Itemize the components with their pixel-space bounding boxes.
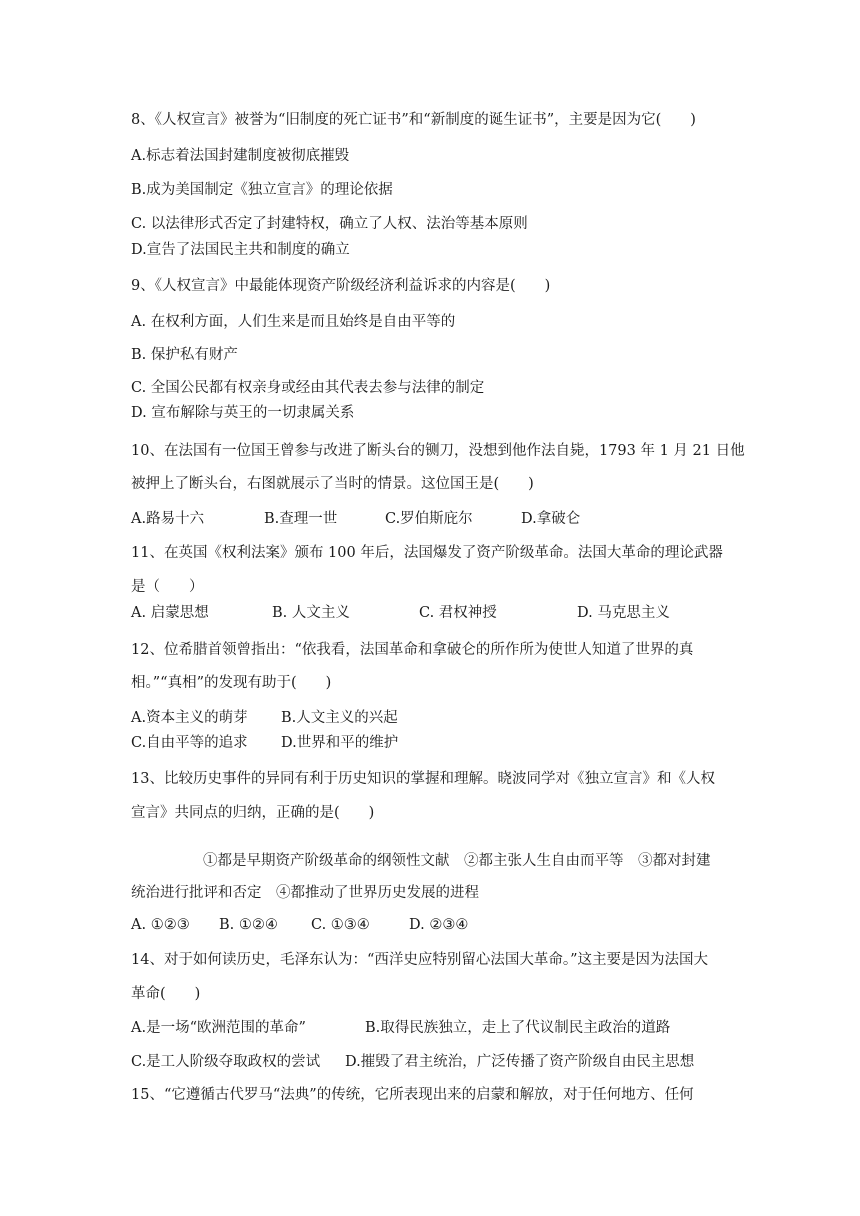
question-13-stem-line2: 宣言》共同点的归纳，正确的是( ) [131,805,375,821]
question-13-option-d: D. ②③④ [409,917,469,933]
question-9-option-a: A. 在权利方面，人们生来是而且始终是自由平等的 [131,314,456,330]
question-14-option-a: A.是一场“欧洲范围的革命” [131,1020,306,1036]
question-14-option-b: B.取得民族独立，走上了代议制民主政治的道路 [365,1020,671,1036]
question-12-option-b: B.人文主义的兴起 [281,710,398,726]
question-10-stem-line2: 被押上了断头台，右图就展示了当时的情景。这位国王是( ) [131,476,534,492]
question-11-option-c: C. 君权神授 [419,605,497,621]
question-8-stem: 8、《人权宣言》被誉为“旧制度的死亡证书”和“新制度的诞生证书”，主要是因为它( ) [131,112,696,128]
question-12-option-d: D.世界和平的维护 [281,735,399,751]
question-13-statements-line1: ①都是早期资产阶级革命的纲领性文献 ②都主张人生自由而平等 ③都对封建 [203,853,711,869]
question-12-stem-line1: 12、位希腊首领曾指出：“依我看，法国革命和拿破仑的所作所为使世人知道了世界的真 [131,642,694,658]
question-13-option-c: C. ①③④ [311,917,370,933]
question-12-stem-line2: 相。”“真相”的发现有助于( ) [131,675,332,691]
question-10-option-a: A.路易十六 [131,511,205,527]
question-13-option-b: B. ①②④ [219,917,278,933]
question-11-stem-line1: 11、在英国《权利法案》颁布 100 年后，法国爆发了资产阶级革命。法国大革命的理论武器 [131,545,723,561]
question-8-option-b: B.成为美国制定《独立宣言》的理论依据 [131,182,393,198]
question-10-stem-line1: 10、在法国有一位国王曾参与改进了断头台的铡刀，没想到他作法自毙，1793 年 1 月 21 日他 [131,443,745,459]
question-10-option-d: D.拿破仑 [521,511,581,527]
question-13-statements-line2: 统治进行批评和否定 ④都推动了世界历史发展的进程 [131,885,479,901]
question-14-option-c: C.是工人阶级夺取政权的尝试 [131,1054,321,1070]
question-14-stem-line2: 革命( ) [131,986,201,1002]
question-12-option-c: C.自由平等的追求 [131,735,248,751]
question-12-option-a: A.资本主义的萌芽 [131,710,248,726]
question-11-option-a: A. 启蒙思想 [131,605,209,621]
question-11-option-d: D. 马克思主义 [577,605,670,621]
question-13-option-a: A. ①②③ [131,917,190,933]
question-9-stem: 9、《人权宣言》中最能体现资产阶级经济利益诉求的内容是( ) [131,278,551,294]
question-9-option-c: C. 全国公民都有权亲身或经由其代表去参与法律的制定 [131,380,485,396]
question-8-option-a: A.标志着法国封建制度被彻底摧毁 [131,148,350,164]
question-10-option-c: C.罗伯斯庇尔 [385,511,473,527]
question-8-option-d: D.宣告了法国民主共和制度的确立 [131,242,350,258]
question-11-stem-line2: 是（ ） [131,579,204,595]
question-13-stem-line1: 13、比较历史事件的异同有利于历史知识的掌握和理解。晓波同学对《独立宣言》和《人权 [131,771,715,787]
question-8-option-c: C. 以法律形式否定了封建特权，确立了人权、法治等基本原则 [131,216,528,232]
question-10-option-b: B.查理一世 [264,511,338,527]
question-15-stem-line1: 15、“它遵循古代罗马“法典”的传统，它所表现出来的启蒙和解放，对于任何地方、任何 [131,1087,694,1103]
question-14-stem-line1: 14、对于如何读历史，毛泽东认为：“西洋史应特别留心法国大革命。”这主要是因为法国大 [131,952,709,968]
question-14-option-d: D.摧毁了君主统治，广泛传播了资产阶级自由民主思想 [345,1054,695,1070]
question-9-option-b: B. 保护私有财产 [131,347,238,363]
question-9-option-d: D. 宣布解除与英王的一切隶属关系 [131,405,355,421]
question-11-option-b: B. 人文主义 [272,605,350,621]
